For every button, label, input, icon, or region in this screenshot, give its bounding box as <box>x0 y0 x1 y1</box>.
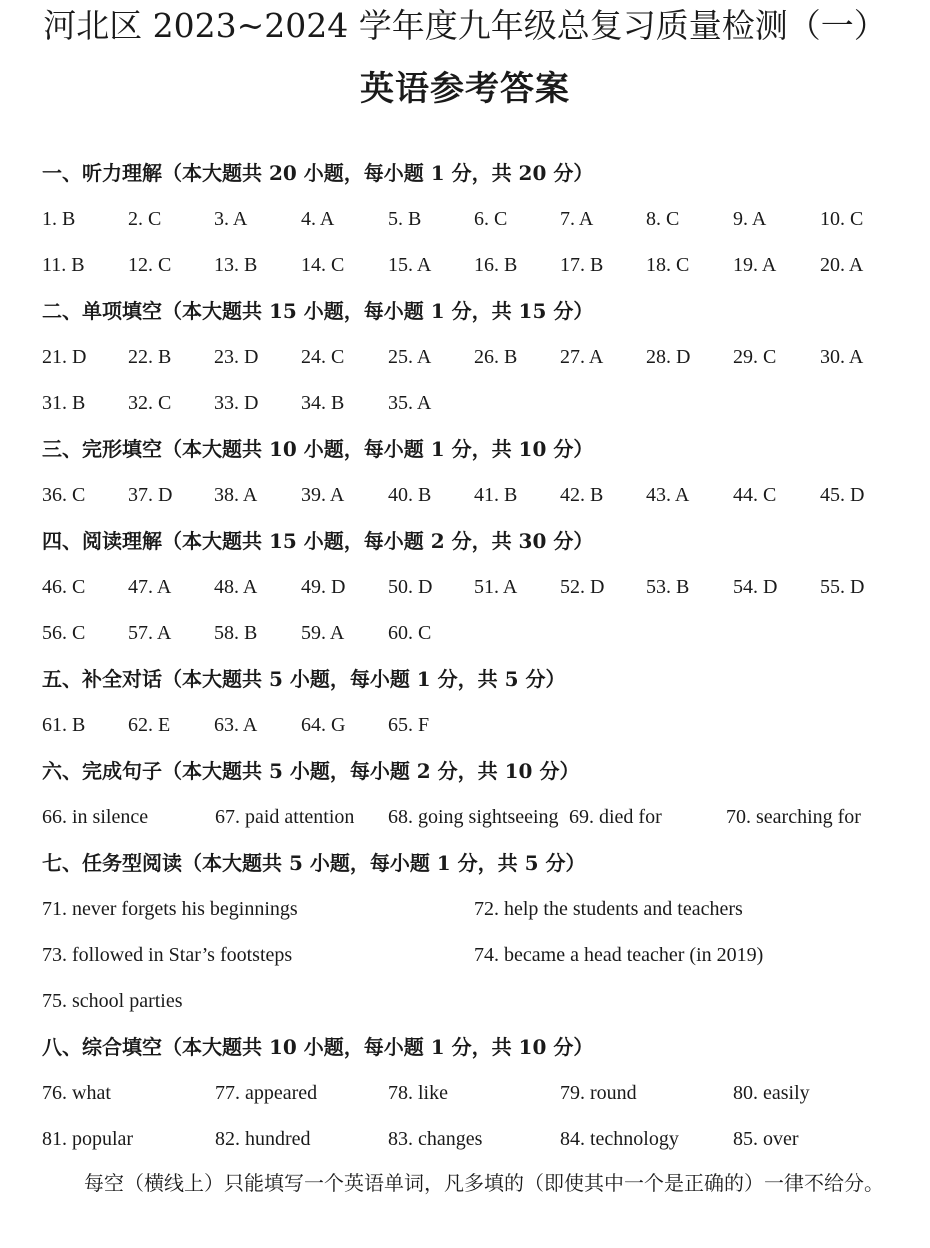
answer-item: 55. D <box>820 576 865 598</box>
answer-item: 5. B <box>388 208 422 230</box>
answer-item: 25. A <box>388 346 432 368</box>
answer-row <box>42 250 902 280</box>
answer-row <box>42 204 902 234</box>
answer-item: 12. C <box>128 254 172 276</box>
section-heading: 六、完成句子（本大题共 5 小题，每小题 2 分，共 10 分） <box>42 759 580 783</box>
answer-item: 45. D <box>820 484 865 506</box>
answer-item: 74. became a head teacher (in 2019) <box>474 944 764 966</box>
answer-item: 49. D <box>301 576 346 598</box>
answer-item: 33. D <box>214 392 259 414</box>
section-heading: 三、完形填空（本大题共 10 小题，每小题 1 分，共 10 分） <box>42 437 594 461</box>
answer-row <box>42 1124 902 1154</box>
answer-item: 38. A <box>214 484 258 506</box>
answer-item: 72. help the students and teachers <box>474 898 743 920</box>
answer-item: 31. B <box>42 392 86 414</box>
answer-item: 53. B <box>646 576 690 598</box>
answer-item: 82. hundred <box>215 1128 311 1150</box>
answer-item: 80. easily <box>733 1082 810 1104</box>
answer-item: 7. A <box>560 208 594 230</box>
answer-item: 4. A <box>301 208 335 230</box>
answer-item: 52. D <box>560 576 605 598</box>
answer-item: 39. A <box>301 484 345 506</box>
answer-item: 81. popular <box>42 1128 134 1150</box>
answer-row <box>42 388 902 418</box>
answer-item: 3. A <box>214 208 248 230</box>
answer-item: 42. B <box>560 484 604 506</box>
answer-row <box>42 572 902 602</box>
scoring-note: 每空（横线上）只能填写一个英语单词，凡多填的（即使其中一个是正确的）一律不给分。 <box>84 1171 884 1195</box>
answer-item: 32. C <box>128 392 172 414</box>
answer-item: 79. round <box>560 1082 637 1104</box>
answer-item: 59. A <box>301 622 345 644</box>
answer-item: 65. F <box>388 714 430 736</box>
answer-row <box>42 342 902 372</box>
answer-item: 54. D <box>733 576 778 598</box>
answer-item: 41. B <box>474 484 518 506</box>
answer-item: 84. technology <box>560 1128 679 1150</box>
answer-item: 40. B <box>388 484 432 506</box>
answer-item: 11. B <box>42 254 85 276</box>
answer-item: 61. B <box>42 714 86 736</box>
answer-item: 47. A <box>128 576 172 598</box>
answer-item: 23. D <box>214 346 259 368</box>
page-subtitle: 英语参考答案 <box>360 69 570 109</box>
answer-item: 70. searching for <box>726 806 861 828</box>
answer-row <box>42 480 902 510</box>
answer-item: 20. A <box>820 254 864 276</box>
answer-item: 44. C <box>733 484 777 506</box>
answer-item: 27. A <box>560 346 604 368</box>
answer-item: 69. died for <box>569 806 662 828</box>
answer-item: 57. A <box>128 622 172 644</box>
answer-item: 48. A <box>214 576 258 598</box>
section-heading: 四、阅读理解（本大题共 15 小题，每小题 2 分，共 30 分） <box>42 529 594 553</box>
answer-item: 15. A <box>388 254 432 276</box>
answer-item: 8. C <box>646 208 680 230</box>
answer-item: 24. C <box>301 346 345 368</box>
answer-item: 60. C <box>388 622 432 644</box>
answer-item: 36. C <box>42 484 86 506</box>
answer-item: 71. never forgets his beginnings <box>42 898 298 920</box>
answer-item: 83. changes <box>388 1128 483 1150</box>
answer-item: 73. followed in Star’s footsteps <box>42 944 293 966</box>
section-heading: 八、综合填空（本大题共 10 小题，每小题 1 分，共 10 分） <box>42 1035 594 1059</box>
answer-row <box>42 1078 902 1108</box>
answer-item: 51. A <box>474 576 518 598</box>
answer-item: 29. C <box>733 346 777 368</box>
answer-item: 46. C <box>42 576 86 598</box>
answer-item: 75. school parties <box>42 990 183 1012</box>
answer-item: 2. C <box>128 208 162 230</box>
answer-row <box>42 618 902 648</box>
answer-item: 35. A <box>388 392 432 414</box>
answer-item: 56. C <box>42 622 86 644</box>
answer-item: 64. G <box>301 714 346 736</box>
answer-item: 68. going sightseeing <box>388 806 559 828</box>
answer-item: 63. A <box>214 714 258 736</box>
answer-item: 10. C <box>820 208 864 230</box>
answer-item: 26. B <box>474 346 518 368</box>
answer-item: 19. A <box>733 254 777 276</box>
section-heading: 七、任务型阅读（本大题共 5 小题，每小题 1 分，共 5 分） <box>42 851 586 875</box>
answer-item: 50. D <box>388 576 433 598</box>
answer-item: 16. B <box>474 254 518 276</box>
answer-item: 43. A <box>646 484 690 506</box>
answer-item: 9. A <box>733 208 767 230</box>
answer-item: 37. D <box>128 484 173 506</box>
answer-item: 34. B <box>301 392 345 414</box>
answer-item: 62. E <box>128 714 171 736</box>
answer-item: 76. what <box>42 1082 111 1104</box>
answer-item: 78. like <box>388 1082 448 1104</box>
answer-item: 18. C <box>646 254 690 276</box>
answer-item: 1. B <box>42 208 76 230</box>
answer-item: 6. C <box>474 208 508 230</box>
section-heading: 五、补全对话（本大题共 5 小题，每小题 1 分，共 5 分） <box>42 667 566 691</box>
answer-item: 17. B <box>560 254 604 276</box>
answer-row <box>42 710 902 740</box>
answer-item: 22. B <box>128 346 172 368</box>
answer-item: 30. A <box>820 346 864 368</box>
answer-item: 14. C <box>301 254 345 276</box>
answer-item: 13. B <box>214 254 258 276</box>
answer-row <box>42 802 902 832</box>
answer-row <box>42 940 902 970</box>
page-title: 河北区 2023~2024 学年度九年级总复习质量检测（一） <box>43 6 887 45</box>
answer-item: 67. paid attention <box>215 806 355 828</box>
section-heading: 二、单项填空（本大题共 15 小题，每小题 1 分，共 15 分） <box>42 299 594 323</box>
answer-item: 85. over <box>733 1128 799 1150</box>
answer-item: 28. D <box>646 346 691 368</box>
section-heading: 一、听力理解（本大题共 20 小题，每小题 1 分，共 20 分） <box>42 161 594 185</box>
answer-item: 21. D <box>42 346 87 368</box>
answer-item: 66. in silence <box>42 806 149 828</box>
answer-row <box>42 986 902 1016</box>
answer-item: 77. appeared <box>215 1082 318 1104</box>
answer-item: 58. B <box>214 622 258 644</box>
answer-row <box>42 894 902 924</box>
